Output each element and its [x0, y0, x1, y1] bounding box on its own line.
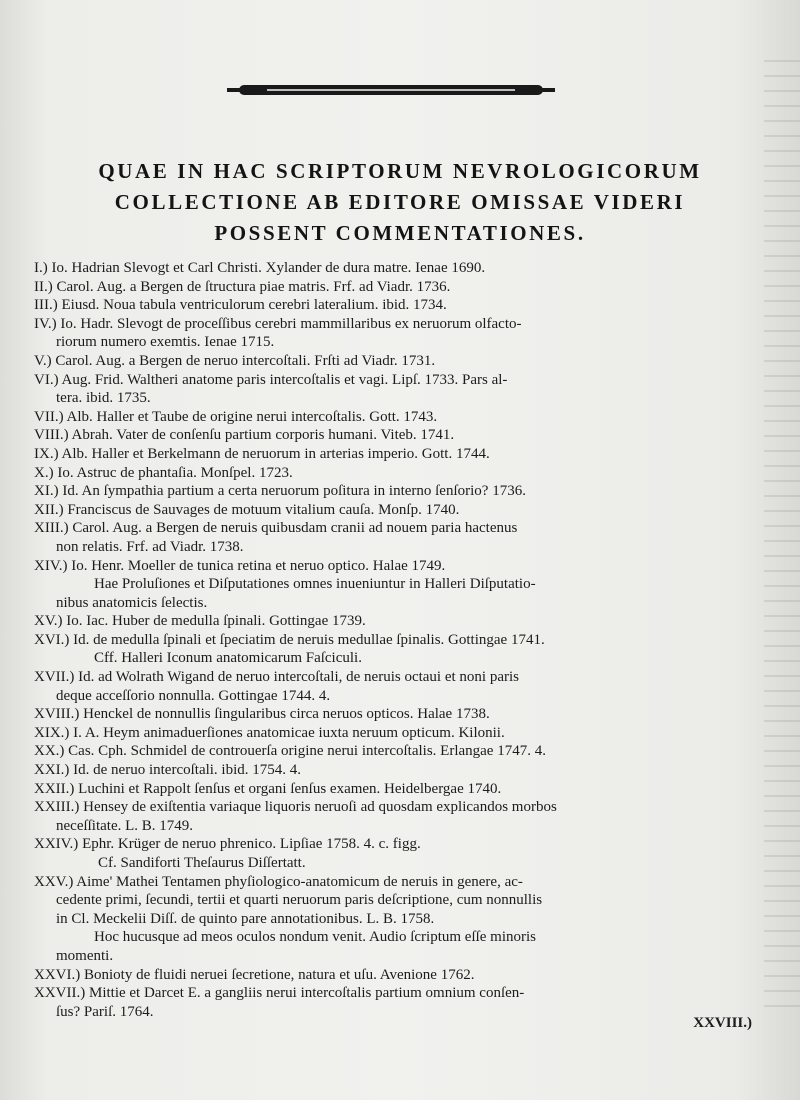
entry-text: Io. Hadrian Slevogt et Carl Christi. Xylander de dura matre. Ienae 1690. [51, 260, 486, 276]
entry-text: Cff. Halleri Iconum anatomicarum Faſciculi. [94, 650, 362, 667]
bibliography-entry [34, 482, 786, 501]
entry-continuation [34, 817, 786, 836]
bibliography-entry [34, 724, 786, 743]
bibliography-entry [34, 705, 786, 724]
bibliography-entry [34, 557, 786, 576]
entry-text: Carol. Aug. a Bergen de neruis quibusdam cranii ad nouem paria hactenus [72, 520, 518, 537]
entry-text: Id. de medulla ſpinali et ſpeciatim de neruis medullae ſpinalis. Gottingae 1741. [73, 631, 545, 648]
entry-number: V.) [34, 352, 52, 369]
bibliography-entry [34, 315, 786, 334]
entry-number: VIII.) [34, 427, 69, 444]
entry-number: XVI.) [34, 631, 70, 648]
bibliography-entry [34, 296, 786, 315]
entry-number: XXIV.) [34, 836, 79, 853]
entry-note [34, 649, 786, 668]
entry-number: XVII.) [34, 669, 75, 686]
bibliography-entry [34, 408, 786, 427]
bibliography-entry [34, 984, 786, 1003]
entry-continuation [34, 891, 786, 910]
bibliography-entry [34, 761, 786, 780]
entry-continuation [34, 947, 786, 966]
entry-text: Io. Henr. Moeller de tunica retina et neruo optico. Halae 1749. [71, 557, 446, 574]
bibliography-entry [34, 352, 786, 371]
bibliography-entry [34, 966, 786, 985]
entry-continuation [34, 910, 786, 929]
entry-text: Io. Hadr. Slevogt de proceſſibus cerebri mammillaribus ex neruorum olfacto- [60, 315, 522, 332]
entry-number: XIII.) [34, 520, 69, 537]
heading-line-2: COLLECTIONE AB EDITORE OMISSAE VIDERI [114, 190, 686, 214]
entry-number: IX.) [34, 445, 59, 462]
bibliography-entry [34, 668, 786, 687]
entry-text: Aime' Mathei Tentamen phyſiologico-anatomicum de neruis in genere, ac- [76, 873, 523, 890]
heading-line-1: QUAE IN HAC SCRIPTORUM NEVROLOGICORUM [98, 159, 702, 183]
entry-text: Io. Astruc de phantaſia. Monſpel. 1723. [57, 464, 293, 481]
entry-number: VII.) [34, 408, 64, 425]
entry-number: I.) [34, 260, 48, 276]
entry-text: Hensey de exiſtentia variaque liquoris neruoſi ad quosdam explicandos morbos [83, 799, 557, 816]
entry-number: X.) [34, 464, 54, 481]
entry-text: Franciscus de Sauvages de motuum vitalium cauſa. Monſp. 1740. [67, 501, 460, 518]
bibliography-entry [34, 464, 786, 483]
entry-number: XXI.) [34, 762, 70, 779]
entry-text: Alb. Haller et Taube de origine nerui intercoſtalis. Gott. 1743. [66, 408, 438, 425]
bibliography-entry [34, 278, 786, 297]
entry-text: Luchini et Rappolt ſenſus et organi ſenſus examen. Heidelbergae 1740. [78, 780, 502, 797]
bibliography-entry [34, 426, 786, 445]
entry-text: neceſſitate. L. B. 1749. [56, 817, 194, 834]
entry-number: VI.) [34, 371, 59, 388]
entry-text: non relatis. Frf. ad Viadr. 1738. [56, 538, 244, 555]
entry-number: III.) [34, 297, 58, 314]
bibliography-list [34, 259, 786, 1021]
entry-continuation [34, 389, 786, 408]
heading-line-3: POSSENT COMMENTATIONES. [214, 221, 586, 245]
entry-number: XXIII.) [34, 799, 80, 816]
entry-text: Cas. Cph. Schmidel de controuerſa origine nerui intercoſtalis. Erlangae 1747. 4. [68, 743, 546, 760]
entry-number: XII.) [34, 501, 64, 518]
entry-number: XXV.) [34, 873, 74, 890]
entry-text: Mittie et Darcet E. a gangliis nerui intercoſtalis partium omnium conſen- [88, 985, 525, 1002]
entry-text: Id. de neruo intercoſtali. ibid. 1754. 4. [73, 762, 302, 779]
entry-note [34, 575, 786, 594]
entry-text: tera. ibid. 1735. [56, 390, 151, 407]
entry-text: Hoc hucusque ad meos oculos nondum venit. Audio ſcriptum eſſe minoris [94, 929, 537, 946]
entry-text: nibus anatomicis ſelectis. [56, 594, 208, 611]
bibliography-entry [34, 780, 786, 799]
entry-text: cedente primi, ſecundi, tertii et quarti neruorum paris deſcriptione, cum nonnullis [56, 892, 543, 909]
entry-continuation [34, 538, 786, 557]
entry-continuation [34, 687, 786, 706]
entry-text: Eiusd. Noua tabula ventriculorum cerebri lateralium. ibid. 1734. [61, 297, 447, 314]
entry-text: Abrah. Vater de conſenſu partium corporis humani. Viteb. 1741. [71, 427, 455, 444]
entry-text: Ephr. Krüger de neruo phrenico. Lipſiae 1758. 4. c. figg. [82, 836, 421, 853]
bibliography-entry [34, 798, 786, 817]
bibliography-entry [34, 873, 786, 892]
entry-continuation [34, 1003, 786, 1022]
bibliography-entry [34, 519, 786, 538]
entry-continuation [34, 594, 786, 613]
entry-text: Hae Proluſiones et Diſputationes omnes inueniuntur in Halleri Diſputatio- [94, 576, 536, 593]
page-heading [40, 156, 760, 249]
entry-text: Carol. Aug. a Bergen de ſtructura piae matris. Frf. ad Viadr. 1736. [56, 278, 451, 295]
entry-number: IV.) [34, 315, 57, 332]
bibliography-entry [34, 371, 786, 390]
entry-continuation [34, 333, 786, 352]
catchword: XXVIII.) [693, 1015, 752, 1031]
entry-number: II.) [34, 278, 53, 295]
bibliography-entry [34, 835, 786, 854]
entry-text: I. A. Heym animaduerſiones anatomicae iuxta neruum opticum. Kilonii. [73, 724, 505, 741]
entry-text: Io. Iac. Huber de medulla ſpinali. Gottingae 1739. [66, 613, 366, 630]
bibliography-entry [34, 501, 786, 520]
entry-text: Cf. Sandiforti Theſaurus Diſſertatt. [98, 855, 306, 871]
entry-number: XXII.) [34, 780, 75, 797]
bibliography-entry [34, 612, 786, 631]
entry-text: in Cl. Meckelii Diſſ. de quinto pare annotationibus. L. B. 1758. [56, 910, 435, 927]
entry-number: XX.) [34, 743, 65, 760]
entry-text: Henckel de nonnullis ſingularibus circa neruos opticos. Halae 1738. [83, 706, 490, 723]
bibliography-entry [34, 742, 786, 761]
bibliography-entry [34, 445, 786, 464]
entry-number: XV.) [34, 613, 63, 630]
entry-text: Id. An ſympathia partium a certa neruorum poſitura in interno ſenſorio? 1736. [62, 483, 526, 500]
entry-text: ſus? Pariſ. 1764. [56, 1003, 154, 1020]
entry-number: XVIII.) [34, 706, 80, 723]
entry-number: XXVII.) [34, 985, 86, 1002]
entry-number: XI.) [34, 483, 59, 500]
entry-text: riorum numero exemtis. Ienae 1715. [56, 334, 275, 351]
entry-text: Bonioty de fluidi neruei ſecretione, natura et uſu. Avenione 1762. [84, 966, 475, 983]
entry-number: XIV.) [34, 557, 68, 574]
entry-number: XIX.) [34, 724, 70, 741]
entry-text: Alb. Haller et Berkelmann de neruorum in arterias imperio. Gott. 1744. [61, 445, 490, 462]
entry-note [34, 928, 786, 947]
entry-text: deque acceſſorio nonnulla. Gottingae 1744. 4. [56, 687, 331, 704]
entry-text: Carol. Aug. a Bergen de neruo intercoſtali. Frſti ad Viadr. 1731. [55, 352, 436, 369]
entry-text: Aug. Frid. Waltheri anatome paris intercoſtalis et vagi. Lipſ. 1733. Pars al- [61, 371, 508, 388]
entry-note [34, 854, 786, 873]
bibliography-entry [34, 259, 786, 278]
entry-text: momenti. [56, 947, 114, 964]
bibliography-entry [34, 631, 786, 650]
entry-number: XXVI.) [34, 966, 81, 983]
ornamental-rule [227, 83, 555, 97]
entry-text: Id. ad Wolrath Wigand de neruo intercoſtali, de neruis octaui et noni paris [78, 669, 519, 686]
